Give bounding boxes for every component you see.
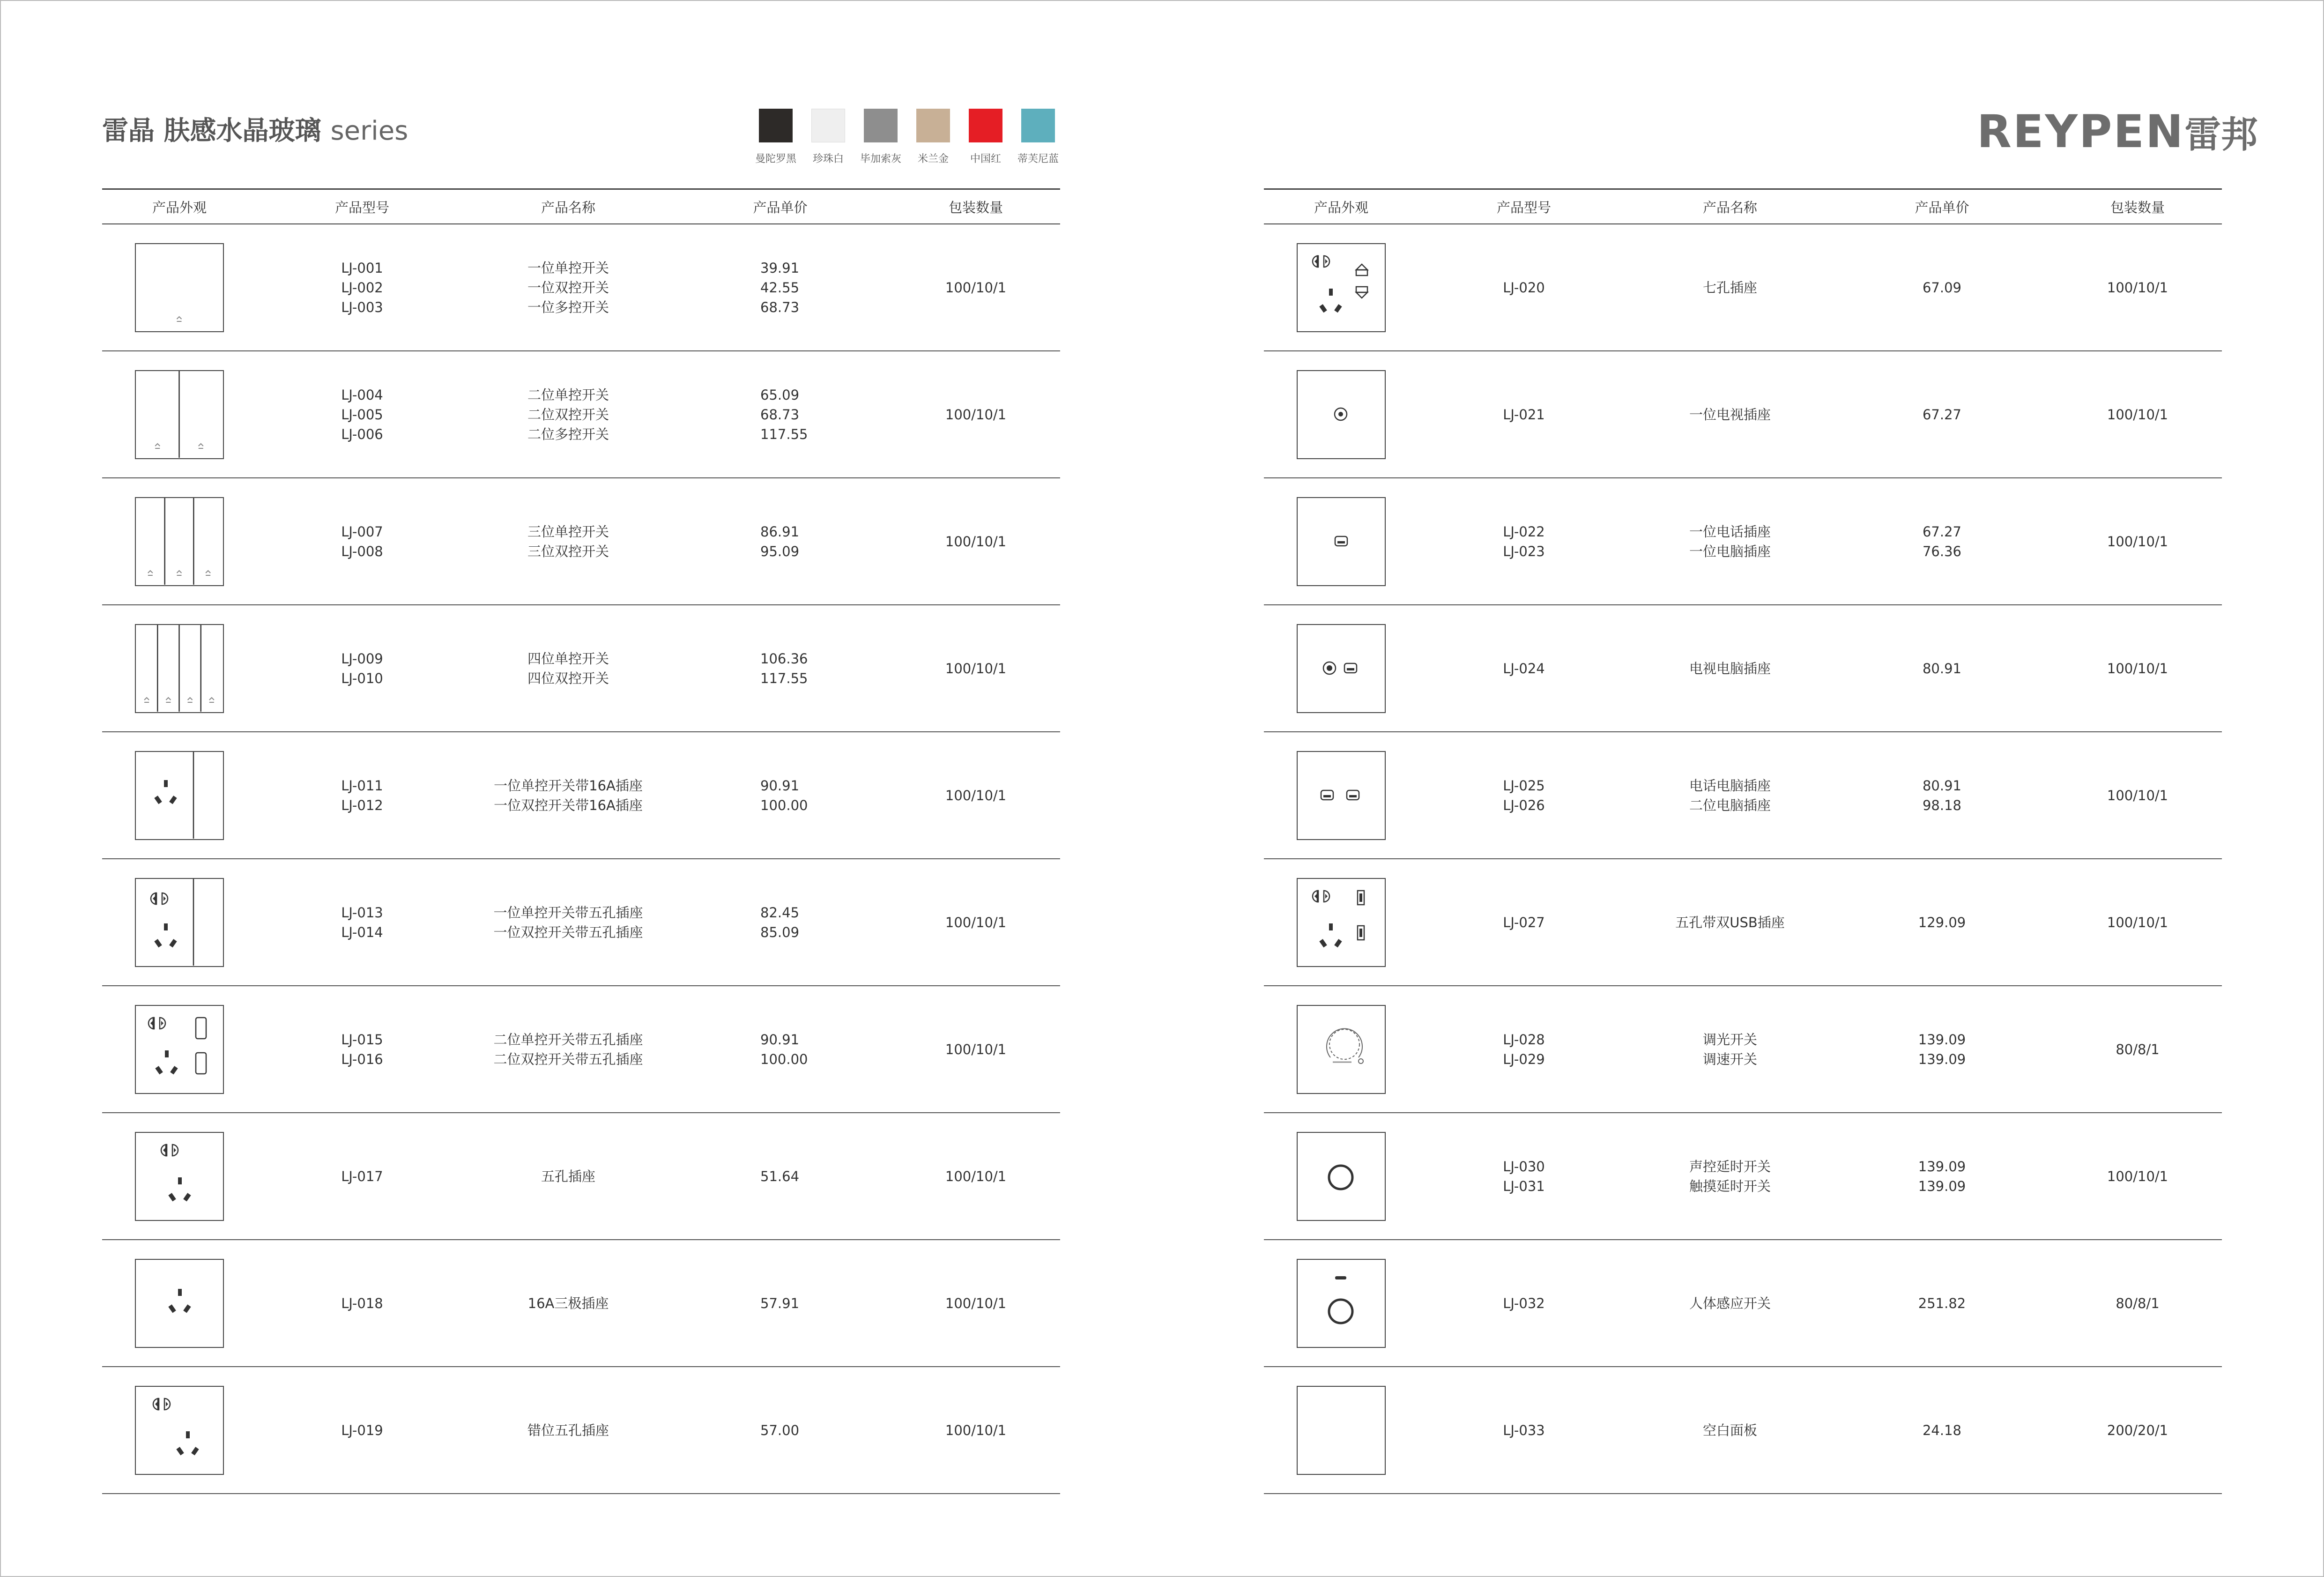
product-image-cell	[102, 751, 257, 840]
product-image-cell	[1264, 624, 1418, 713]
product-image-cell	[1264, 370, 1418, 459]
table-row	[1264, 1113, 2222, 1240]
switch-4gang-icon	[135, 624, 224, 713]
table-row	[1264, 732, 2222, 859]
product-price: 51.64	[760, 1168, 800, 1184]
product-image-cell	[1264, 1386, 1418, 1475]
swatch	[854, 109, 907, 165]
product-name: 人体感应开关	[1689, 1295, 1771, 1311]
swatch	[750, 109, 802, 165]
product-price: 67.27	[1922, 406, 1962, 423]
product-name: 一位单控开关带五孔插座 一位双控开关带五孔插座	[493, 904, 643, 940]
package-quantity: 100/10/1	[945, 1295, 1007, 1311]
product-name: 一位单控开关 一位双控开关 一位多控开关	[527, 260, 609, 315]
package-quantity: 100/10/1	[945, 1422, 1007, 1438]
switch-1gang-icon	[135, 243, 224, 332]
header-quantity: 包装数量	[948, 199, 1003, 216]
product-name: 空白面板	[1702, 1422, 1757, 1438]
product-image-cell	[102, 1259, 257, 1348]
header-appearance: 产品外观	[152, 199, 207, 216]
product-model: LJ-021	[1503, 406, 1545, 423]
product-name: 电话电脑插座 二位电脑插座	[1689, 777, 1771, 813]
product-name: 五孔插座	[541, 1168, 595, 1184]
table-row	[1264, 859, 2222, 986]
table-row	[102, 1367, 1060, 1494]
color-swatches	[750, 109, 1064, 165]
5hole-socket-icon	[135, 1132, 224, 1221]
page-title	[102, 110, 408, 148]
package-quantity: 100/10/1	[2107, 533, 2168, 550]
swatch	[1012, 109, 1064, 165]
product-name: 16A三极插座	[527, 1295, 609, 1311]
product-model: LJ-001 LJ-002 LJ-003	[341, 260, 383, 315]
product-name: 一位单控开关带16A插座 一位双控开关带16A插座	[494, 777, 643, 813]
7hole-socket-icon	[1297, 243, 1386, 332]
product-name: 一位电视插座	[1689, 406, 1771, 423]
product-model: LJ-004 LJ-005 LJ-006	[341, 387, 383, 442]
2switch-5hole-socket-icon	[135, 1005, 224, 1094]
product-name: 声控延时开关 触摸延时开关	[1689, 1158, 1771, 1194]
swatch	[959, 109, 1012, 165]
product-price: 86.91 95.09	[760, 523, 800, 559]
product-model: LJ-013 LJ-014	[341, 904, 383, 940]
swatch	[907, 109, 959, 165]
product-price: 57.91	[760, 1295, 800, 1311]
product-price: 80.91	[1922, 660, 1962, 677]
blank-panel-icon	[1297, 1386, 1386, 1475]
package-quantity: 100/10/1	[945, 279, 1007, 296]
package-quantity: 100/10/1	[945, 660, 1007, 677]
product-model: LJ-017	[341, 1168, 383, 1184]
product-model: LJ-022 LJ-023	[1503, 523, 1545, 559]
product-price: 67.09	[1922, 279, 1962, 296]
table-row	[102, 732, 1060, 859]
table-row	[102, 351, 1060, 478]
product-image-cell	[1264, 1132, 1418, 1221]
product-model: LJ-007 LJ-008	[341, 523, 383, 559]
header-quantity: 包装数量	[2110, 199, 2165, 216]
product-name: 二位单控开关 二位双控开关 二位多控开关	[527, 387, 609, 442]
package-quantity: 100/10/1	[2107, 914, 2168, 930]
product-model: LJ-024	[1503, 660, 1545, 677]
table-row	[102, 859, 1060, 986]
product-model: LJ-033	[1503, 1422, 1545, 1438]
motion-sensor-switch-icon	[1297, 1259, 1386, 1348]
package-quantity: 100/10/1	[945, 406, 1007, 423]
product-name: 一位电话插座 一位电脑插座	[1689, 523, 1771, 559]
product-image-cell	[102, 1132, 257, 1221]
header-appearance: 产品外观	[1314, 199, 1368, 216]
product-image-cell	[102, 497, 257, 586]
tv-socket-icon	[1297, 370, 1386, 459]
product-price: 139.09 139.09	[1918, 1158, 1966, 1194]
table-row	[1264, 605, 2222, 732]
delay-switch-icon	[1297, 1132, 1386, 1221]
product-model: LJ-019	[341, 1422, 383, 1438]
product-model: LJ-015 LJ-016	[341, 1031, 383, 1067]
swatch-label: 曼陀罗黑	[755, 153, 796, 165]
header-model: 产品型号	[1496, 199, 1551, 216]
product-price: 65.09 68.73 117.55	[760, 387, 808, 442]
product-model: LJ-018	[341, 1295, 383, 1311]
package-quantity: 100/10/1	[2107, 787, 2168, 803]
product-image-cell	[1264, 497, 1418, 586]
package-quantity: 100/10/1	[945, 533, 1007, 550]
swatch	[802, 109, 854, 165]
product-name: 错位五孔插座	[527, 1422, 609, 1438]
table-row	[1264, 224, 2222, 351]
product-image-cell	[1264, 1005, 1418, 1094]
product-name: 四位单控开关 四位双控开关	[527, 650, 609, 686]
table-row	[1264, 1367, 2222, 1494]
header-model: 产品型号	[334, 199, 389, 216]
product-price: 57.00	[760, 1422, 800, 1438]
product-model: LJ-009 LJ-010	[341, 650, 383, 686]
product-price: 67.27 76.36	[1922, 523, 1962, 559]
switch-16a-socket-icon	[135, 751, 224, 840]
phone-computer-socket-icon	[1297, 751, 1386, 840]
package-quantity: 80/8/1	[2116, 1295, 2160, 1311]
product-model: LJ-011 LJ-012	[341, 777, 383, 813]
package-quantity: 100/10/1	[945, 1041, 1007, 1057]
package-quantity: 100/10/1	[2107, 406, 2168, 423]
title-series: series	[330, 116, 408, 146]
product-image-cell	[1264, 878, 1418, 967]
product-price: 251.82	[1918, 1295, 1966, 1311]
product-price: 80.91 98.18	[1922, 777, 1962, 813]
product-image-cell	[102, 243, 257, 332]
table-row	[102, 1240, 1060, 1367]
package-quantity: 100/10/1	[2107, 279, 2168, 296]
product-price: 24.18	[1922, 1422, 1962, 1438]
header-price: 产品单价	[753, 199, 808, 216]
product-model: LJ-030 LJ-031	[1503, 1158, 1545, 1194]
package-quantity: 100/10/1	[2107, 660, 2168, 677]
product-price: 90.91 100.00	[760, 1031, 808, 1067]
product-image-cell	[102, 370, 257, 459]
product-model: LJ-020	[1503, 279, 1545, 296]
swatch-label: 蒂芙尼蓝	[1017, 153, 1059, 165]
product-price: 129.09	[1918, 914, 1966, 930]
package-quantity: 80/8/1	[2116, 1041, 2160, 1057]
swatch-label: 米兰金	[917, 153, 949, 165]
package-quantity: 100/10/1	[945, 914, 1007, 930]
swatch-color	[969, 109, 1002, 142]
table-row	[1264, 351, 2222, 478]
swatch-color	[916, 109, 950, 142]
switch-2gang-icon	[135, 370, 224, 459]
package-quantity: 100/10/1	[945, 1168, 1007, 1184]
table-row	[1264, 1240, 2222, 1367]
swatch-color	[759, 109, 793, 142]
product-model: LJ-032	[1503, 1295, 1545, 1311]
brand-logo	[1977, 105, 2257, 158]
title-chinese: 雷晶 肤感水晶玻璃	[102, 116, 321, 146]
product-image-cell	[102, 878, 257, 967]
header-name: 产品名称	[541, 199, 595, 216]
table-row	[102, 478, 1060, 605]
product-name: 电视电脑插座	[1689, 660, 1771, 677]
product-image-cell	[102, 1386, 257, 1475]
product-image-cell	[102, 624, 257, 713]
table-row	[1264, 478, 2222, 605]
product-price: 82.45 85.09	[760, 904, 800, 940]
phone-socket-icon	[1297, 497, 1386, 586]
brand-logo-en: REYPEN	[1977, 105, 2185, 158]
switch-5hole-socket-icon	[135, 878, 224, 967]
product-name: 三位单控开关 三位双控开关	[527, 523, 609, 559]
dimmer-switch-icon	[1297, 1005, 1386, 1094]
product-table-left	[102, 188, 1060, 1494]
table-header	[102, 190, 1060, 224]
swatch-label: 中国红	[970, 153, 1001, 165]
product-price: 106.36 117.55	[760, 650, 808, 686]
swatch-color	[1021, 109, 1055, 142]
product-image-cell	[1264, 751, 1418, 840]
product-name: 二位单控开关带五孔插座 二位双控开关带五孔插座	[493, 1031, 643, 1067]
offset-5hole-socket-icon	[135, 1386, 224, 1475]
16a-socket-icon	[135, 1259, 224, 1348]
product-name: 调光开关 调速开关	[1702, 1031, 1757, 1067]
table-row	[102, 1113, 1060, 1240]
table-row	[102, 224, 1060, 351]
table-row	[102, 986, 1060, 1113]
product-image-cell	[1264, 1259, 1418, 1348]
package-quantity: 100/10/1	[945, 787, 1007, 803]
product-model: LJ-025 LJ-026	[1503, 777, 1545, 813]
brand-logo-cn: 雷邦	[2184, 114, 2258, 156]
product-model: LJ-028 LJ-029	[1503, 1031, 1545, 1067]
tv-computer-socket-icon	[1297, 624, 1386, 713]
table-header	[1264, 190, 2222, 224]
package-quantity: 100/10/1	[2107, 1168, 2168, 1184]
product-model: LJ-027	[1503, 914, 1545, 930]
product-name: 七孔插座	[1702, 279, 1757, 296]
header-name: 产品名称	[1702, 199, 1757, 216]
product-name: 五孔带双USB插座	[1675, 914, 1785, 930]
swatch-color	[864, 109, 898, 142]
table-row	[1264, 986, 2222, 1113]
table-row	[102, 605, 1060, 732]
switch-3gang-icon	[135, 497, 224, 586]
5hole-dual-usb-socket-icon	[1297, 878, 1386, 967]
header-price: 产品单价	[1915, 199, 1969, 216]
product-price: 139.09 139.09	[1918, 1031, 1966, 1067]
swatch-color	[811, 109, 845, 142]
product-price: 39.91 42.55 68.73	[760, 260, 800, 315]
swatch-label: 毕加索灰	[860, 153, 901, 165]
package-quantity: 200/20/1	[2107, 1422, 2168, 1438]
swatch-label: 珍珠白	[812, 153, 844, 165]
product-table-right	[1264, 188, 2222, 1494]
product-image-cell	[1264, 243, 1418, 332]
product-image-cell	[102, 1005, 257, 1094]
product-price: 90.91 100.00	[760, 777, 808, 813]
